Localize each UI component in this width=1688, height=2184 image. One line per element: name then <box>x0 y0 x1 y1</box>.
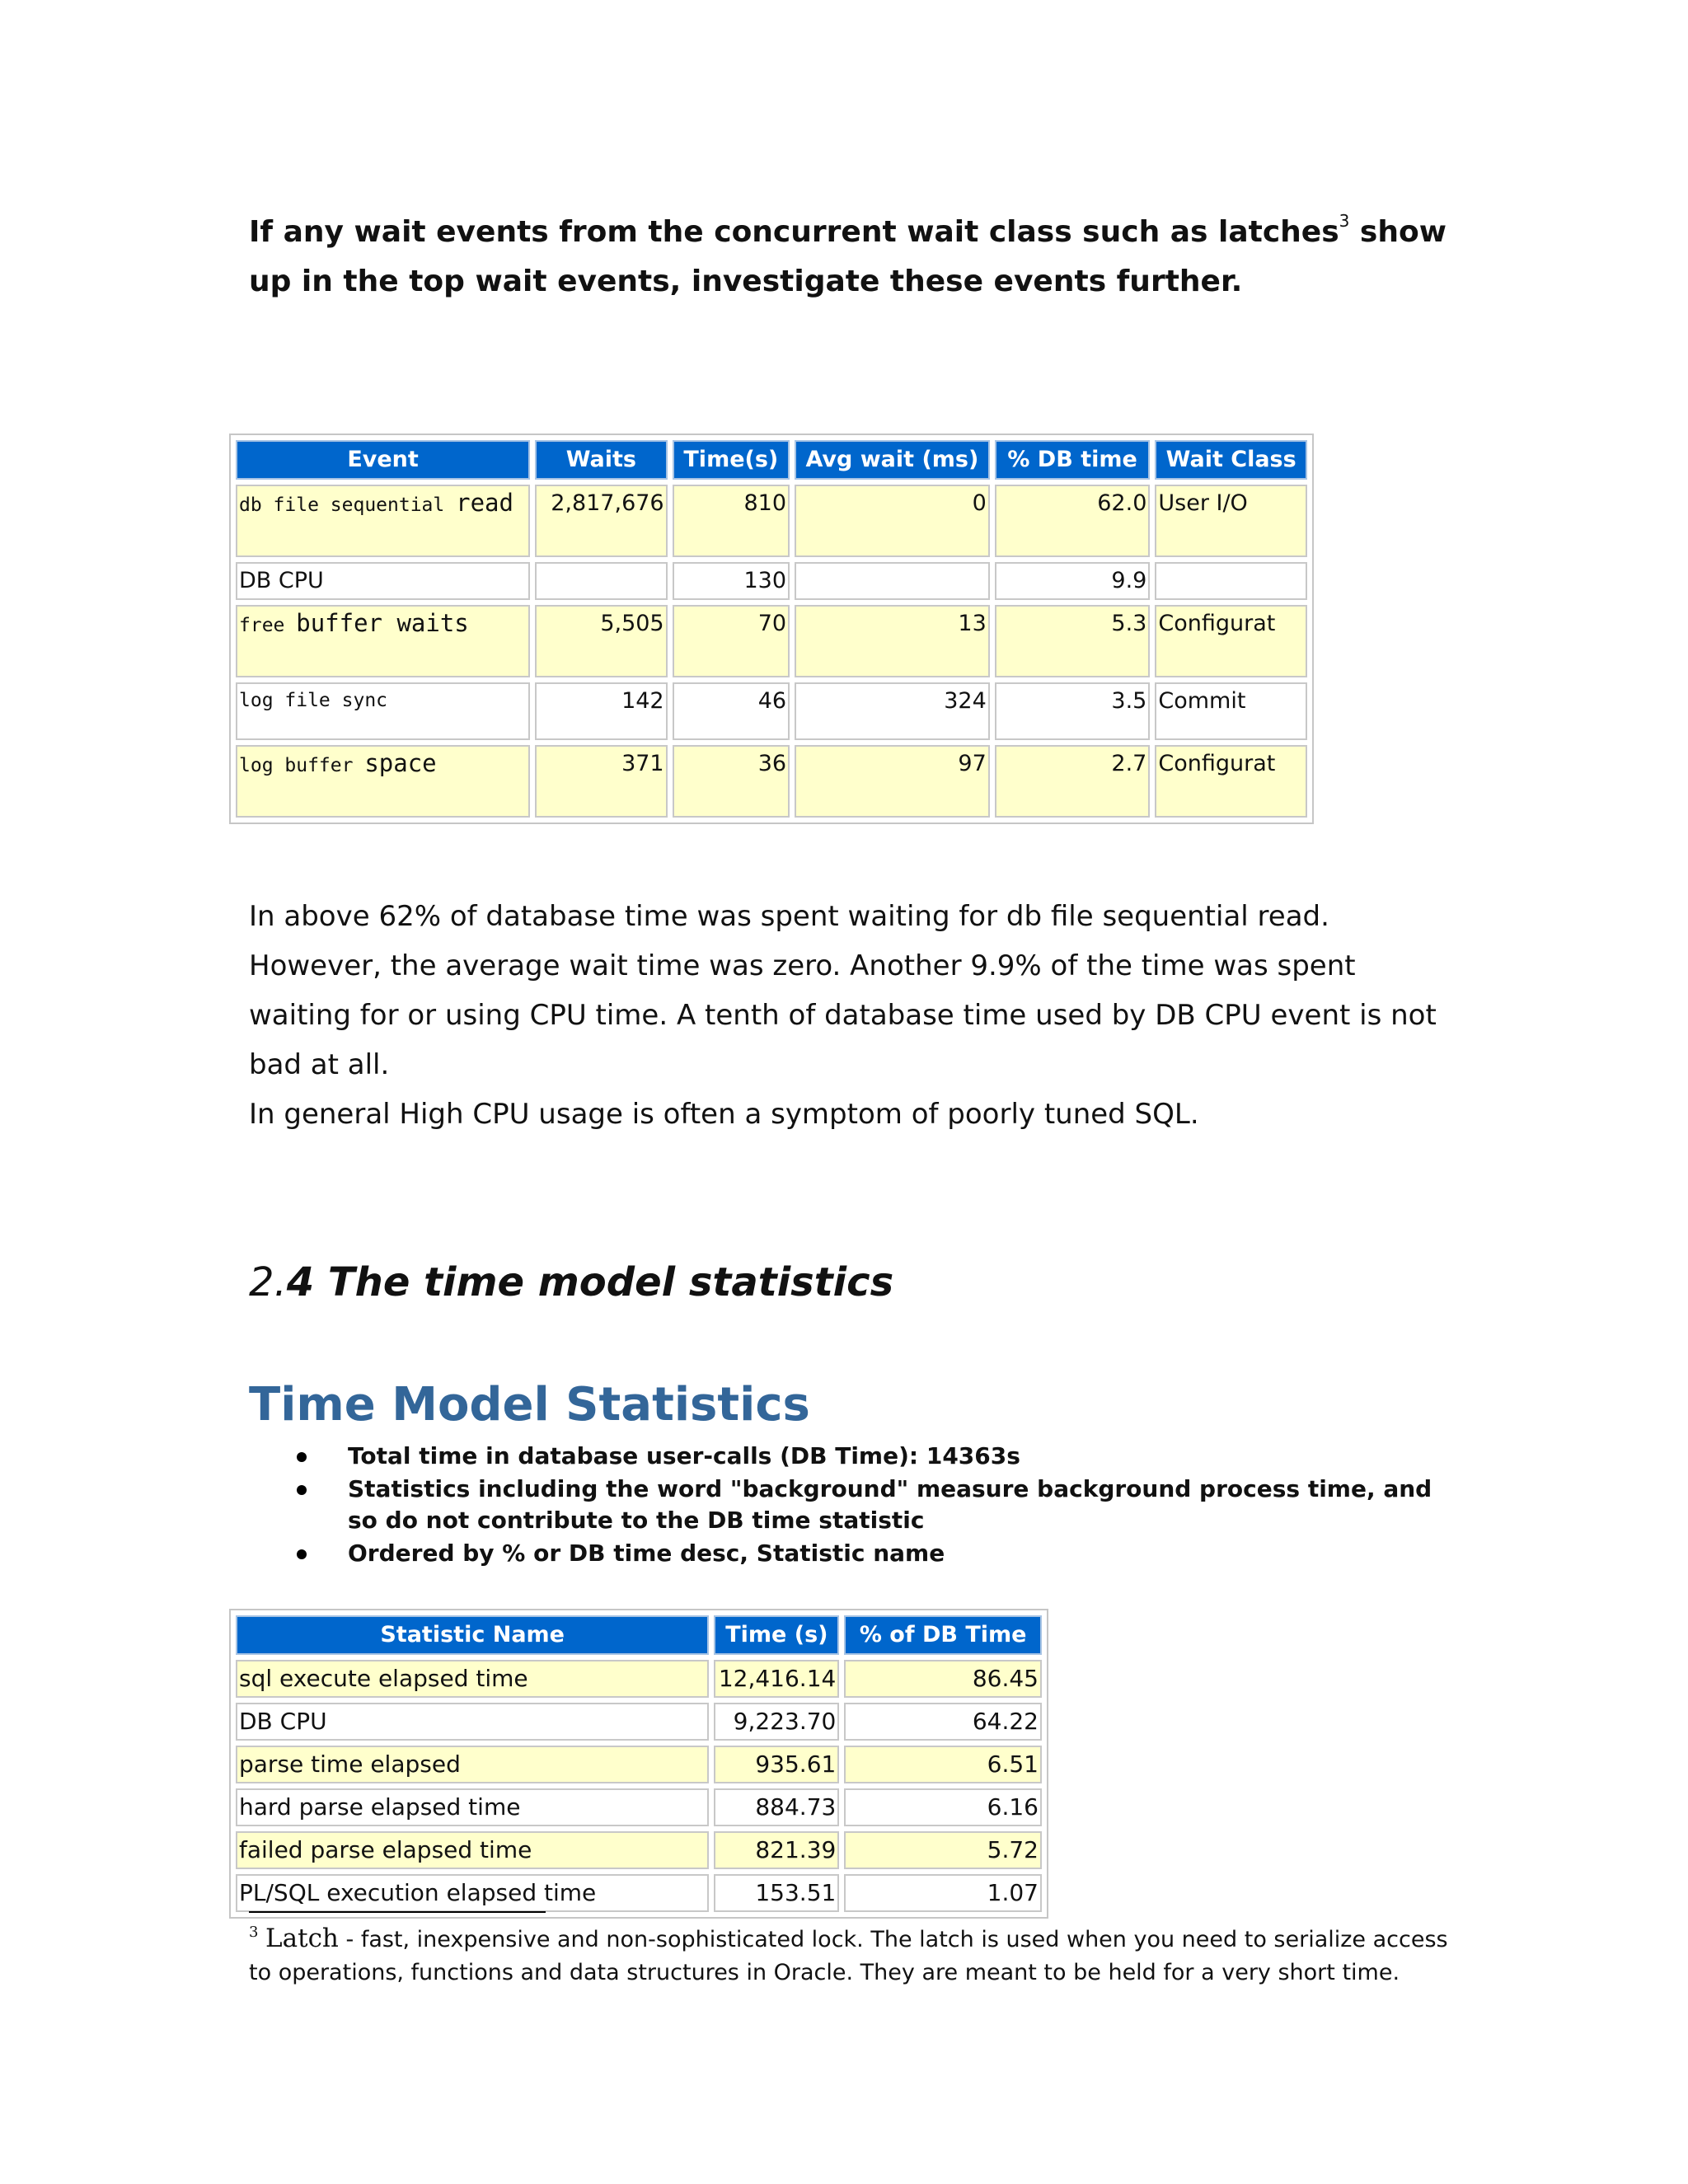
time-model-notes <box>249 1441 1452 1571</box>
col-header-statistic-name: Statistic Name <box>236 1615 709 1655</box>
event-cell <box>236 485 530 557</box>
time-cell: 36 <box>673 745 790 818</box>
col-header-pct-db-time: % DB time <box>995 440 1151 480</box>
pct-db-time-cell: 5.72 <box>844 1831 1042 1869</box>
pct-db-time-cell: 6.16 <box>844 1788 1042 1826</box>
table-row <box>236 745 1307 818</box>
time-cell: 153.51 <box>714 1874 839 1912</box>
time-cell: 821.39 <box>714 1831 839 1869</box>
wait-class-cell: Configurat <box>1155 745 1307 818</box>
waits-cell: 5,505 <box>535 605 668 677</box>
event-name-large: read <box>456 489 513 517</box>
statistic-name-cell: sql execute elapsed time <box>236 1660 709 1698</box>
footnote-mark: 3 <box>249 1924 259 1941</box>
wait-class-cell: Configurat <box>1155 605 1307 677</box>
footnote-text: - fast, inexpensive and non-sophisticated lock. The latch is used when you need to serialize access to operations, functions and data structures in Oracle. They are meant to be held for a very short time. <box>249 1927 1448 1985</box>
waits-cell: 371 <box>535 745 668 818</box>
table-header-row <box>236 440 1307 480</box>
avg-wait-cell <box>795 562 990 600</box>
table-row <box>236 562 1307 600</box>
time-cell: 9,223.70 <box>714 1703 839 1741</box>
time-model-title: Time Model Statistics <box>249 1378 810 1432</box>
analysis-text-conclusion: In general High CPU usage is often a symptom of poorly tuned SQL. <box>249 1098 1199 1131</box>
time-cell: 46 <box>673 682 790 740</box>
table-row <box>236 682 1307 740</box>
statistic-name-cell: DB CPU <box>236 1703 709 1741</box>
section-heading <box>249 1259 893 1305</box>
time-cell: 884.73 <box>714 1788 839 1826</box>
wait-class-cell: User I/O <box>1155 485 1307 557</box>
footnote-ref[interactable]: 3 <box>1339 211 1350 231</box>
pct-db-time-cell: 6.51 <box>844 1746 1042 1783</box>
waits-cell: 2,817,676 <box>535 485 668 557</box>
pct-db-time-cell: 5.3 <box>995 605 1151 677</box>
pct-db-time-cell: 86.45 <box>844 1660 1042 1698</box>
avg-wait-cell: 324 <box>795 682 990 740</box>
time-cell: 810 <box>673 485 790 557</box>
event-name: log buffer <box>239 755 365 776</box>
event-cell: log file sync <box>236 682 530 740</box>
intro-paragraph <box>249 208 1452 307</box>
time-cell: 70 <box>673 605 790 677</box>
event-name-large: space <box>364 749 437 777</box>
col-header-time: Time(s) <box>673 440 790 480</box>
pct-db-time-cell: 1.07 <box>844 1874 1042 1912</box>
col-header-event: Event <box>236 440 530 480</box>
col-header-time-s: Time (s) <box>714 1615 839 1655</box>
analysis-text: In above 62% of database time was spent waiting for db file sequential read. However, the average wait time was zero. Another 9.9% of the time was spent waiting for or using CPU time. A tenth of database time used by DB CPU event is not bad at all. <box>249 900 1437 1081</box>
pct-db-time-cell: 2.7 <box>995 745 1151 818</box>
section-number: 2. <box>249 1259 287 1305</box>
wait-class-cell: Commit <box>1155 682 1307 740</box>
pct-db-time-cell: 64.22 <box>844 1703 1042 1741</box>
waits-cell: 142 <box>535 682 668 740</box>
table-row <box>236 485 1307 557</box>
bullet-text: Statistics including the word "background" measure background process time, and so do not contribute to the DB time statistic <box>348 1475 1432 1534</box>
section-title: 4 The time model statistics <box>286 1259 894 1305</box>
table-row <box>236 605 1307 677</box>
table-row <box>236 1788 1042 1826</box>
table-row <box>236 1660 1042 1698</box>
event-cell <box>236 605 530 677</box>
avg-wait-cell: 97 <box>795 745 990 818</box>
table-header-row <box>236 1615 1042 1655</box>
event-cell <box>236 745 530 818</box>
col-header-waits: Waits <box>535 440 668 480</box>
table-row <box>236 1874 1042 1912</box>
footnote-term: Latch <box>265 1924 339 1953</box>
wait-events-table <box>229 434 1314 824</box>
event-name: free <box>239 615 297 636</box>
bullet-icon <box>297 1485 307 1495</box>
analysis-paragraph <box>249 892 1452 1139</box>
pct-db-time-cell: 3.5 <box>995 682 1151 740</box>
statistic-name-cell: failed parse elapsed time <box>236 1831 709 1869</box>
intro-text-end: show up in the top wait events, investigate these events further. <box>249 215 1447 298</box>
time-cell: 935.61 <box>714 1746 839 1783</box>
table-row <box>236 1746 1042 1783</box>
bullet-text: Total time in database user-calls (DB Time): 14363s <box>348 1442 1020 1469</box>
avg-wait-cell: 13 <box>795 605 990 677</box>
list-item <box>249 1474 1452 1536</box>
footnote-divider <box>249 1911 546 1913</box>
statistic-name-cell: hard parse elapsed time <box>236 1788 709 1826</box>
event-name: db file sequential <box>239 494 457 516</box>
avg-wait-cell: 0 <box>795 485 990 557</box>
wait-class-cell <box>1155 562 1307 600</box>
table-row <box>236 1703 1042 1741</box>
time-cell: 12,416.14 <box>714 1660 839 1698</box>
col-header-avg-wait: Avg wait (ms) <box>795 440 990 480</box>
col-header-pct-db-time: % of DB Time <box>844 1615 1042 1655</box>
col-header-wait-class: Wait Class <box>1155 440 1307 480</box>
time-cell: 130 <box>673 562 790 600</box>
pct-db-time-cell: 9.9 <box>995 562 1151 600</box>
event-name-large: buffer waits <box>296 609 469 637</box>
waits-cell <box>535 562 668 600</box>
bullet-text: Ordered by % or DB time desc, Statistic name <box>348 1540 945 1567</box>
table-row <box>236 1831 1042 1869</box>
bullet-icon <box>297 1549 307 1559</box>
event-cell: DB CPU <box>236 562 530 600</box>
footnote <box>249 1922 1452 1990</box>
pct-db-time-cell: 62.0 <box>995 485 1151 557</box>
time-model-table <box>229 1609 1048 1919</box>
list-item <box>249 1441 1452 1472</box>
list-item <box>249 1538 1452 1569</box>
intro-text: If any wait events from the concurrent wait class such as latches <box>249 215 1339 249</box>
statistic-name-cell: parse time elapsed <box>236 1746 709 1783</box>
statistic-name-cell: PL/SQL execution elapsed time <box>236 1874 709 1912</box>
bullet-icon <box>297 1452 307 1462</box>
